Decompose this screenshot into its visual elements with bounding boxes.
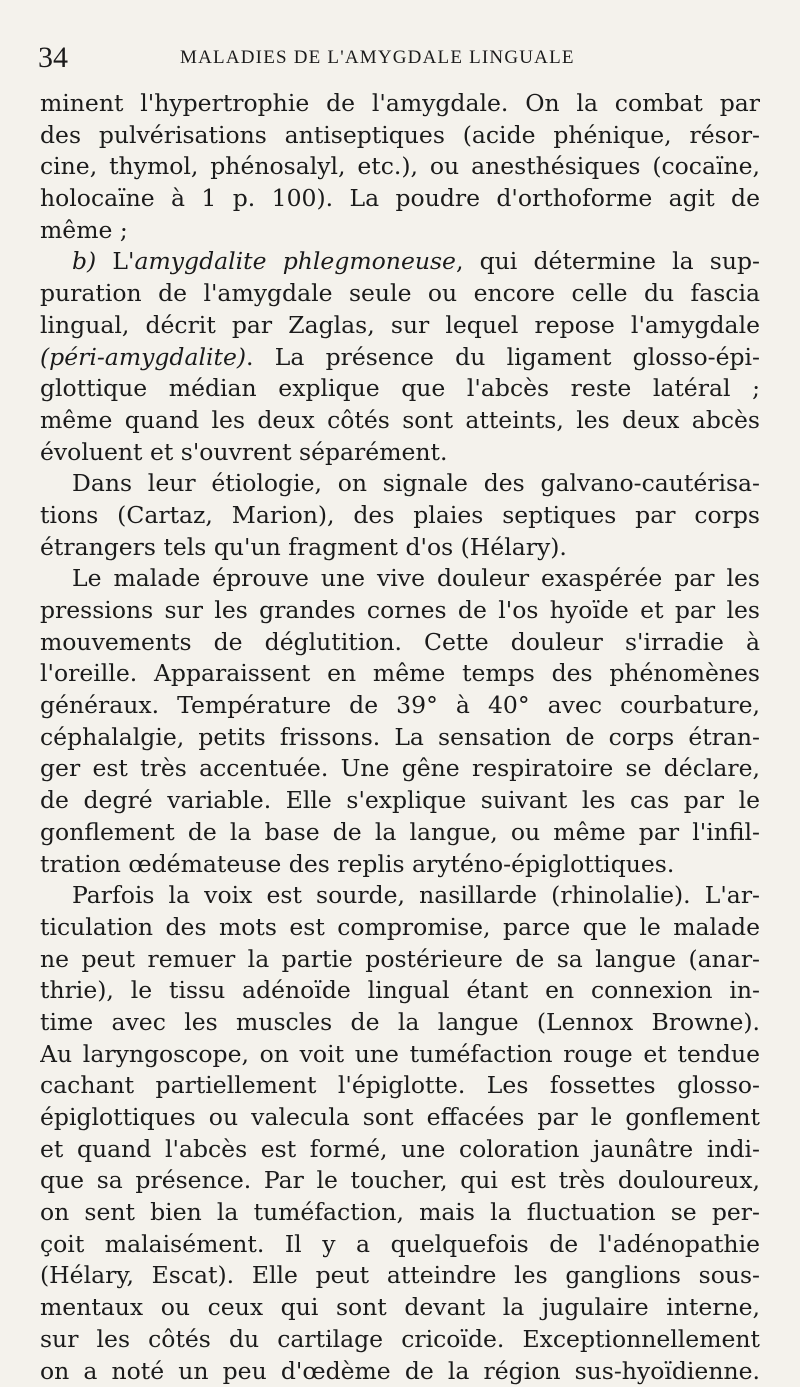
running-head bbox=[38, 40, 760, 76]
text-segment: épiglottiques ou valecula sont effacées par le gonflement bbox=[40, 1103, 760, 1131]
text-line bbox=[40, 880, 760, 912]
text-segment: sur les côtés du cartilage cricoïde. Exceptionnellement bbox=[40, 1325, 760, 1353]
page-number: 34 bbox=[38, 40, 68, 76]
text-segment: çoit malaisément. Il y a quelquefois de l'adénopathie bbox=[40, 1230, 760, 1258]
text-segment: même ; bbox=[40, 216, 128, 244]
text-segment: Parfois la voix est sourde, nasillarde (rhinolalie). L'ar- bbox=[72, 881, 760, 909]
text-line bbox=[40, 1197, 760, 1229]
text-segment: cine, thymol, phénosalyl, etc.), ou anesthésiques (cocaïne, bbox=[40, 152, 760, 180]
italic-text: amygdalite phlegmoneuse bbox=[134, 247, 455, 275]
text-segment: évoluent et s'ouvrent séparément. bbox=[40, 438, 447, 466]
text-segment: et quand l'abcès est formé, une coloration jaunâtre indi- bbox=[40, 1135, 760, 1163]
text-line bbox=[40, 151, 760, 183]
text-segment: ne peut remuer la partie postérieure de sa langue (anar- bbox=[40, 945, 760, 973]
text-segment: cachant partiellement l'épiglotte. Les fossettes glosso- bbox=[40, 1071, 760, 1099]
text-line bbox=[40, 120, 760, 152]
text-line bbox=[40, 944, 760, 976]
text-segment: étrangers tels qu'un fragment d'os (Hélary). bbox=[40, 533, 567, 561]
text-line bbox=[40, 183, 760, 215]
text-segment: mentaux ou ceux qui sont devant la jugulaire interne, bbox=[40, 1293, 760, 1321]
text-segment: holocaïne à 1 p. 100). La poudre d'orthoforme agit de bbox=[40, 184, 760, 212]
text-segment: des pulvérisations antiseptiques (acide phénique, résor- bbox=[40, 121, 760, 149]
text-line bbox=[40, 1324, 760, 1356]
text-line bbox=[40, 1102, 760, 1134]
text-line bbox=[40, 373, 760, 405]
text-line bbox=[40, 500, 760, 532]
text-segment: . La présence du ligament glosso-épi- bbox=[246, 343, 760, 371]
body-text bbox=[40, 88, 760, 1387]
text-segment: ger est très accentuée. Une gêne respiratoire se déclare, bbox=[40, 754, 760, 782]
text-line bbox=[40, 658, 760, 690]
text-segment: L' bbox=[112, 247, 134, 275]
text-line bbox=[40, 975, 760, 1007]
text-line bbox=[40, 1007, 760, 1039]
text-segment: on a noté un peu d'œdème de la région sus-hyoïdienne. bbox=[40, 1357, 760, 1385]
text-line bbox=[40, 246, 760, 278]
text-segment: time avec les muscles de la langue (Lennox Browne). bbox=[40, 1008, 760, 1036]
text-line bbox=[40, 405, 760, 437]
text-segment: puration de l'amygdale seule ou encore celle du fascia bbox=[40, 279, 760, 307]
text-segment: Au laryngoscope, on voit une tuméfaction rouge et tendue bbox=[40, 1040, 760, 1068]
text-segment: gonflement de la base de la langue, ou même par l'infil- bbox=[40, 818, 760, 846]
text-segment: lingual, décrit par Zaglas, sur lequel repose l'amygdale bbox=[40, 311, 760, 339]
text-segment: même quand les deux côtés sont atteints, les deux abcès bbox=[40, 406, 760, 434]
text-line bbox=[40, 753, 760, 785]
text-segment: de degré variable. Elle s'explique suivant les cas par le bbox=[40, 786, 760, 814]
running-title: MALADIES DE L'AMYGDALE LINGUALE bbox=[180, 46, 575, 70]
text-segment: céphalalgie, petits frissons. La sensation de corps étran- bbox=[40, 723, 760, 751]
text-segment: ticulation des mots est compromise, parce que le malade bbox=[40, 913, 760, 941]
text-segment: Le malade éprouve une vive douleur exaspérée par les bbox=[72, 564, 760, 592]
text-line bbox=[40, 1165, 760, 1197]
text-line bbox=[40, 88, 760, 120]
text-segment: pressions sur les grandes cornes de l'os hyoïde et par les bbox=[40, 596, 760, 624]
text-line bbox=[40, 278, 760, 310]
text-line bbox=[40, 785, 760, 817]
text-line bbox=[40, 215, 760, 247]
text-line bbox=[40, 1356, 760, 1387]
text-segment: mouvements de déglutition. Cette douleur s'irradie à bbox=[40, 628, 760, 656]
text-line bbox=[40, 817, 760, 849]
text-segment: glottique médian explique que l'abcès reste latéral ; bbox=[40, 374, 760, 402]
text-segment: que sa présence. Par le toucher, qui est très douloureux, bbox=[40, 1166, 760, 1194]
text-line bbox=[40, 468, 760, 500]
text-segment: tration œdémateuse des replis aryténo-épiglottiques. bbox=[40, 850, 674, 878]
text-segment: thrie), le tissu adénoïde lingual étant en connexion in- bbox=[40, 976, 760, 1004]
text-line bbox=[40, 1039, 760, 1071]
text-segment: l'oreille. Apparaissent en même temps des phénomènes bbox=[40, 659, 760, 687]
text-line bbox=[40, 627, 760, 659]
text-line bbox=[40, 532, 760, 564]
text-segment: généraux. Température de 39° à 40° avec courbature, bbox=[40, 691, 760, 719]
text-line bbox=[40, 690, 760, 722]
text-segment: on sent bien la tuméfaction, mais la fluctuation se per- bbox=[40, 1198, 760, 1226]
text-segment: tions (Cartaz, Marion), des plaies septiques par corps bbox=[40, 501, 760, 529]
text-segment: , qui détermine la sup- bbox=[456, 247, 760, 275]
text-line bbox=[40, 1229, 760, 1261]
text-line bbox=[40, 1292, 760, 1324]
text-line bbox=[40, 310, 760, 342]
text-line bbox=[40, 437, 760, 469]
italic-text: b) bbox=[72, 247, 112, 275]
text-line bbox=[40, 849, 760, 881]
text-line bbox=[40, 1134, 760, 1166]
text-line bbox=[40, 342, 760, 374]
text-line bbox=[40, 563, 760, 595]
italic-text: (péri-amygdalite) bbox=[40, 343, 246, 371]
text-line bbox=[40, 1070, 760, 1102]
text-segment: (Hélary, Escat). Elle peut atteindre les ganglions sous- bbox=[40, 1261, 760, 1289]
text-segment: minent l'hypertrophie de l'amygdale. On la combat par bbox=[40, 89, 760, 117]
text-segment: Dans leur étiologie, on signale des galvano-cautérisa- bbox=[72, 469, 760, 497]
text-line bbox=[40, 722, 760, 754]
text-line bbox=[40, 595, 760, 627]
text-line bbox=[40, 912, 760, 944]
text-line bbox=[40, 1260, 760, 1292]
